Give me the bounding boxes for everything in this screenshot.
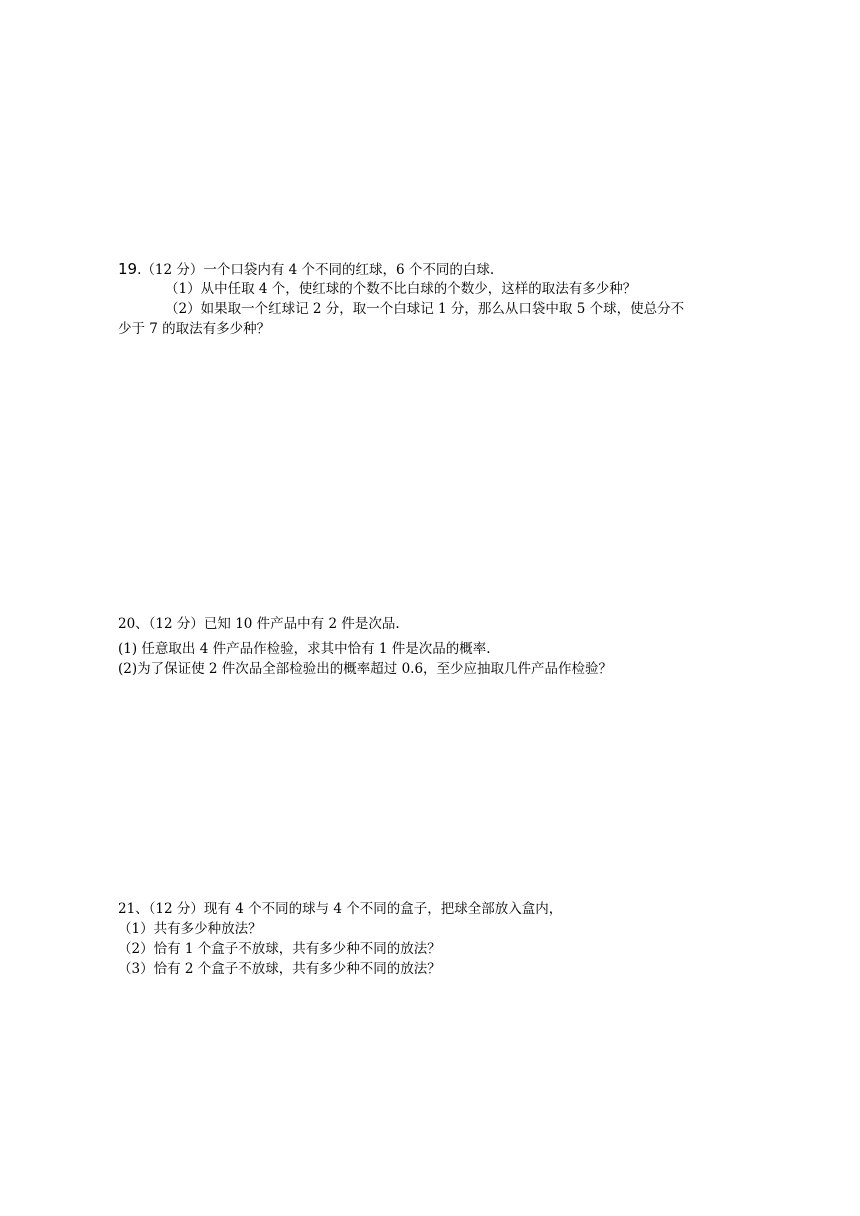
problem-19: [118, 259, 758, 339]
problem-20: [118, 614, 758, 679]
problem-21-stem: 21、（12 分）现有 4 个不同的球与 4 个不同的盒子，把球全部放入盒内，: [118, 901, 563, 917]
problem-19-number: 19: [118, 260, 138, 278]
problem-20-part-1: (1) 任意取出 4 件产品作检验，求其中恰有 1 件是次品的概率.: [118, 641, 491, 657]
problem-20-stem: 20、（12 分）已知 10 件产品中有 2 件是次品.: [118, 616, 400, 632]
problem-21: [118, 899, 758, 979]
problem-19-part-2-continuation: 少于 7 的取法有多少种？: [118, 321, 271, 337]
problem-19-stem-text: .（12 分）一个口袋内有 4 个不同的红球，6 个不同的白球.: [137, 262, 495, 278]
problem-19-part-1: （1）从中任取 4 个，使红球的个数不比白球的个数少，这样的取法有多少种？: [165, 281, 637, 297]
problem-20-part-2: (2)为了保证使 2 件次品全部检验出的概率超过 0.6，至少应抽取几件产品作检验？: [118, 661, 613, 677]
problem-19-part-2: （2）如果取一个红球记 2 分，取一个白球记 1 分，那么从口袋中取 5 个球，使总分不: [165, 301, 685, 317]
problem-21-part-1: （1）共有多少种放法？: [118, 921, 262, 937]
problem-21-part-3: （3）恰有 2 个盒子不放球，共有多少种不同的放法？: [118, 961, 441, 977]
problem-21-part-2: （2）恰有 1 个盒子不放球，共有多少种不同的放法？: [118, 941, 441, 957]
problem-19-stem: [118, 259, 758, 279]
